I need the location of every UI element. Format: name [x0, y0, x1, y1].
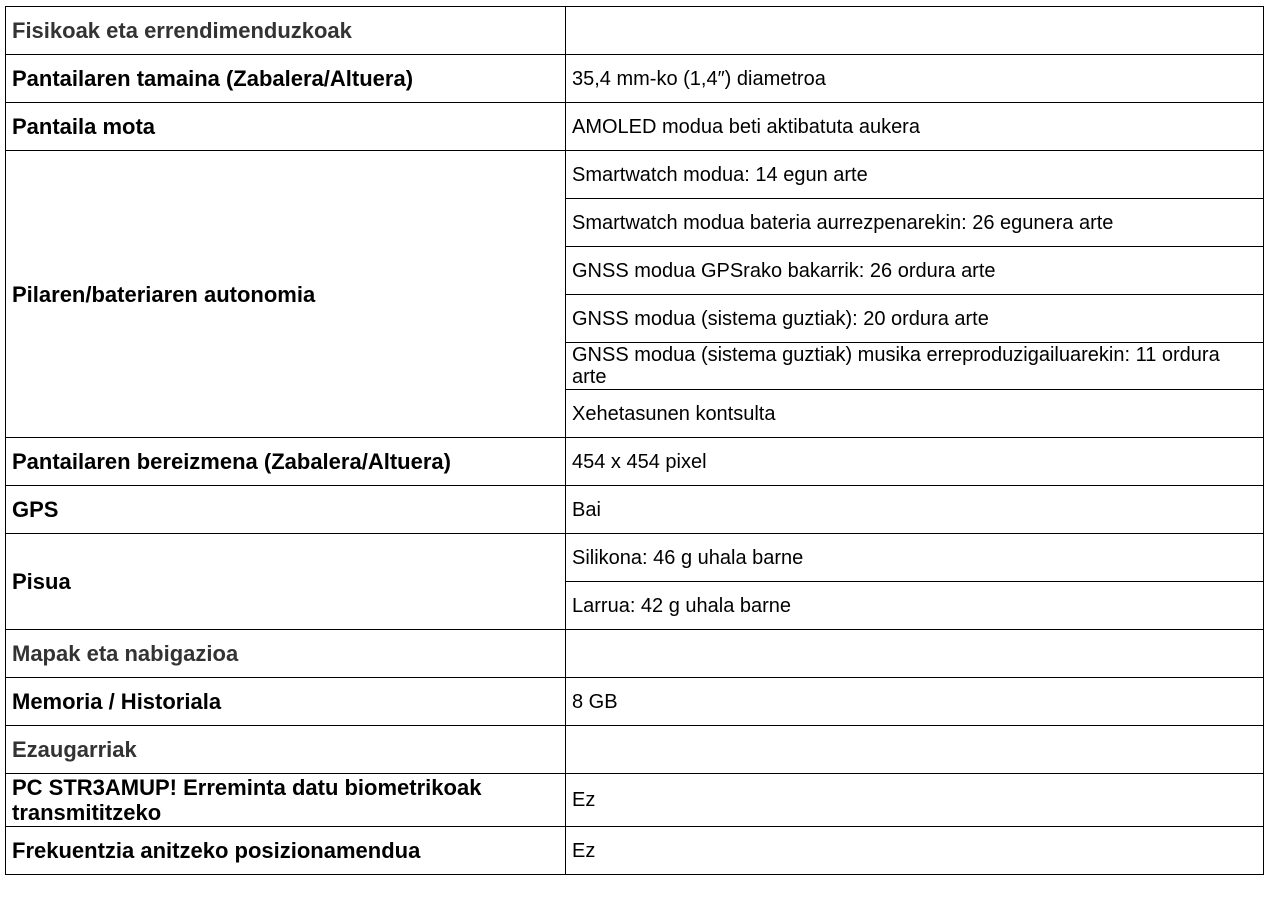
- row-value-memory: 8 GB: [566, 678, 1264, 726]
- row-label-screen-type: Pantaila mota: [6, 103, 566, 151]
- section-heading-features: Ezaugarriak: [6, 726, 566, 774]
- row-value-weight-1: Silikona: 46 g uhala barne: [566, 534, 1264, 582]
- row-label-resolution: Pantailaren bereizmena (Zabalera/Altuera): [6, 438, 566, 486]
- section-row-physical: [6, 7, 1264, 55]
- row-value-battery-3: GNSS modua GPSrako bakarrik: 26 ordura arte: [566, 247, 1264, 295]
- table-row: [6, 678, 1264, 726]
- row-label-gps: GPS: [6, 486, 566, 534]
- section-row-maps: [6, 630, 1264, 678]
- table-row: [6, 774, 1264, 827]
- empty-cell: [566, 726, 1264, 774]
- row-label-memory: Memoria / Historiala: [6, 678, 566, 726]
- table-row: [6, 103, 1264, 151]
- table-row: [6, 55, 1264, 103]
- row-label-battery: Pilaren/bateriaren autonomia: [6, 151, 566, 438]
- row-value-screen-size: 35,4 mm-ko (1,4″) diametroa: [566, 55, 1264, 103]
- table-row: [6, 827, 1264, 875]
- table-row: [6, 438, 1264, 486]
- row-label-screen-size: Pantailaren tamaina (Zabalera/Altuera): [6, 55, 566, 103]
- specs-table: [5, 6, 1264, 875]
- row-value-resolution: 454 x 454 pixel: [566, 438, 1264, 486]
- row-value-battery-1: Smartwatch modua: 14 egun arte: [566, 151, 1264, 199]
- row-value-battery-2: Smartwatch modua bateria aurrezpenarekin: 26 egunera arte: [566, 199, 1264, 247]
- row-value-multifreq: Ez: [566, 827, 1264, 875]
- table-row: [6, 534, 1264, 582]
- table-row: [6, 486, 1264, 534]
- row-value-battery-5: GNSS modua (sistema guztiak) musika erreproduzigailuarekin: 11 ordura arte: [566, 343, 1264, 390]
- section-heading-physical: Fisikoak eta errendimenduzkoak: [6, 7, 566, 55]
- row-label-multifreq: Frekuentzia anitzeko posizionamendua: [6, 827, 566, 875]
- row-value-str3amup: Ez: [566, 774, 1264, 827]
- row-value-gps: Bai: [566, 486, 1264, 534]
- empty-cell: [566, 630, 1264, 678]
- section-row-features: [6, 726, 1264, 774]
- row-value-battery-6: Xehetasunen kontsulta: [566, 390, 1264, 438]
- section-heading-maps: Mapak eta nabigazioa: [6, 630, 566, 678]
- table-row: [6, 151, 1264, 199]
- row-value-weight-2: Larrua: 42 g uhala barne: [566, 582, 1264, 630]
- row-value-screen-type: AMOLED modua beti aktibatuta aukera: [566, 103, 1264, 151]
- row-label-str3amup: PC STR3AMUP! Erreminta datu biometrikoak transmititzeko: [6, 774, 566, 827]
- empty-cell: [566, 7, 1264, 55]
- row-value-battery-4: GNSS modua (sistema guztiak): 20 ordura arte: [566, 295, 1264, 343]
- row-label-weight: Pisua: [6, 534, 566, 630]
